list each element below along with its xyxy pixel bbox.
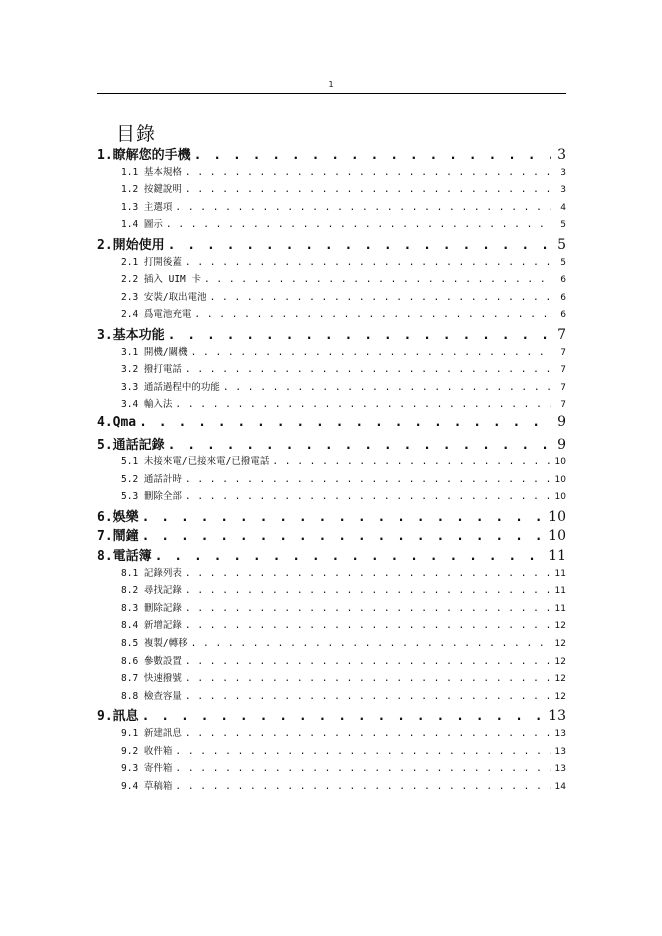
toc-entry-page: 11 (548, 548, 566, 565)
toc-section-entry[interactable] (97, 743, 566, 761)
toc-entry-label: 3.基本功能 (97, 327, 165, 343)
toc-entry-label: 9.4 草稿箱 (121, 780, 173, 792)
dot-leader (175, 202, 551, 213)
toc-title: 目錄 (116, 123, 157, 145)
toc-section-entry[interactable] (97, 396, 566, 414)
toc-section-entry[interactable] (97, 453, 566, 471)
toc-chapter-entry[interactable] (97, 434, 566, 454)
toc-entry-page: 3 (557, 147, 566, 163)
toc-entry-label: 9.訊息 (97, 709, 139, 725)
toc-entry-page: 12 (554, 621, 566, 632)
toc-section-entry[interactable] (97, 216, 566, 234)
toc-section-entry[interactable] (97, 488, 566, 506)
toc-entry-page: 10 (554, 492, 566, 503)
dot-leader (142, 510, 546, 525)
toc-section-entry[interactable] (97, 344, 566, 362)
toc-entry-page: 7 (560, 347, 566, 358)
dot-leader (185, 673, 551, 684)
toc-entry-label: 6.娛樂 (97, 509, 139, 525)
toc-section-entry[interactable] (97, 254, 566, 272)
toc-entry-label: 2.開始使用 (97, 237, 165, 253)
toc-entry-label: 4.Qma (97, 414, 137, 430)
toc-entry-page: 5 (557, 236, 566, 253)
toc-section-entry[interactable] (97, 181, 566, 199)
toc-section-entry[interactable] (97, 688, 566, 706)
toc-entry-page: 6 (560, 310, 566, 321)
dot-leader (139, 415, 551, 430)
toc-entry-label: 3.1 開機/關機 (121, 346, 188, 358)
toc-entry-page: 11 (554, 568, 566, 579)
toc-chapter-entry[interactable] (97, 525, 566, 545)
toc-section-entry[interactable] (97, 725, 566, 743)
toc-entry-label: 5.2 通話計時 (121, 473, 182, 485)
dot-leader (175, 763, 551, 774)
toc-section-entry[interactable] (97, 600, 566, 618)
toc-entry-page: 6 (560, 292, 566, 303)
dot-leader (185, 474, 551, 485)
toc-section-entry[interactable] (97, 582, 566, 600)
toc-entry-label: 8.1 記錄列表 (121, 567, 182, 579)
toc-entry-label: 1.1 基本規格 (121, 166, 182, 178)
toc-entry-label: 8.5 複製/轉移 (121, 638, 188, 650)
toc-entry-label: 9.2 收件箱 (121, 745, 173, 757)
toc-section-entry[interactable] (97, 271, 566, 289)
toc-section-entry[interactable] (97, 289, 566, 307)
toc-entry-label: 2.4 爲電池充電 (121, 309, 192, 321)
toc-section-entry[interactable] (97, 379, 566, 397)
toc-section-entry[interactable] (97, 670, 566, 688)
dot-leader (185, 184, 551, 195)
dot-leader (185, 257, 551, 268)
toc-entry-page: 7 (557, 326, 566, 343)
dot-leader (175, 746, 551, 757)
page-number: 1 (328, 80, 334, 89)
toc-entry-label: 8.2 尋找記錄 (121, 585, 182, 597)
toc-entry-page: 11 (554, 603, 566, 614)
toc-entry-page: 12 (554, 639, 566, 650)
toc-entry-page: 10 (554, 474, 566, 485)
toc-entry-page: 5 (560, 220, 566, 231)
toc-chapter-entry[interactable] (97, 324, 566, 344)
toc-entry-page: 13 (554, 764, 566, 775)
dot-leader (168, 328, 551, 343)
toc-entry-label: 1.3 主選項 (121, 201, 173, 213)
toc-entry-page: 9 (557, 413, 566, 430)
toc-entry-label: 7.鬧鐘 (97, 529, 139, 545)
toc-entry-label: 3.3 通話過程中的功能 (121, 381, 220, 393)
dot-leader (210, 292, 551, 303)
toc-entry-label: 5.1 未接來電/已接來電/已撥電話 (121, 456, 270, 468)
toc-entry-label: 2.1 打開後蓋 (121, 256, 182, 268)
toc-chapter-entry[interactable] (97, 144, 566, 164)
toc-entry-label: 3.2 撥打電話 (121, 364, 182, 376)
toc-entry-label: 3.4 輸入法 (121, 399, 173, 411)
toc-entry-page: 3 (560, 185, 566, 196)
toc-section-entry[interactable] (97, 653, 566, 671)
toc-entry-label: 9.1 新建訊息 (121, 728, 182, 739)
toc-section-entry[interactable] (97, 565, 566, 583)
toc-entry-label: 1.4 圖示 (121, 219, 163, 231)
dot-leader (185, 364, 551, 375)
toc-entry-page: 9 (557, 436, 566, 453)
toc-entry-page: 6 (560, 275, 566, 286)
toc-entry-page: 14 (554, 781, 566, 792)
toc-entry-label: 2.2 插入 UIM 卡 (121, 274, 201, 286)
dot-leader (185, 620, 551, 631)
toc-entry-label: 2.3 安裝/取出電池 (121, 291, 207, 303)
toc-entry-label: 5.3 刪除全部 (121, 491, 182, 503)
toc-entry-page: 13 (554, 746, 566, 757)
dot-leader (191, 638, 551, 649)
toc-entry-label: 9.3 寄件箱 (121, 763, 173, 775)
toc-entry-page: 7 (560, 365, 566, 376)
toc-entry-label: 8.4 新增記錄 (121, 620, 182, 632)
toc-section-entry[interactable] (97, 635, 566, 653)
toc-entry-page: 10 (548, 528, 566, 545)
toc-entry-page: 7 (560, 400, 566, 411)
toc-chapter-entry[interactable] (97, 414, 566, 434)
dot-leader (185, 728, 551, 739)
toc-entry-page: 4 (560, 202, 566, 213)
toc-section-entry[interactable] (97, 778, 566, 796)
dot-leader (204, 274, 551, 285)
toc-section-entry[interactable] (97, 471, 566, 489)
toc-entry-page: 5 (560, 257, 566, 268)
dot-leader (175, 781, 551, 792)
dot-leader (185, 603, 551, 614)
dot-leader (223, 382, 551, 393)
dot-leader (185, 585, 551, 596)
toc-section-entry[interactable] (97, 617, 566, 635)
dot-leader (168, 438, 551, 453)
dot-leader (194, 309, 551, 320)
toc-entry-label: 1.2 按鍵說明 (121, 184, 182, 196)
dot-leader (175, 399, 551, 410)
toc-entry-page: 12 (554, 656, 566, 667)
toc-entry-label: 5.通話記錄 (97, 437, 165, 453)
toc-entry-page: 13 (554, 729, 566, 739)
toc-entry-page: 12 (554, 691, 566, 702)
table-of-contents (97, 144, 566, 795)
header-rule (97, 93, 566, 94)
toc-chapter-entry[interactable] (97, 234, 566, 254)
toc-entry-label: 8.電話簿 (97, 549, 152, 565)
dot-leader (142, 709, 546, 724)
toc-section-entry[interactable] (97, 306, 566, 324)
toc-section-entry[interactable] (97, 361, 566, 379)
toc-entry-page: 11 (554, 586, 566, 597)
toc-chapter-entry[interactable] (97, 705, 566, 725)
toc-entry-page: 7 (560, 382, 566, 393)
dot-leader (194, 148, 551, 163)
toc-entry-label: 8.8 檢查容量 (121, 690, 182, 702)
toc-section-entry[interactable] (97, 199, 566, 217)
toc-entry-page: 10 (554, 457, 566, 468)
toc-chapter-entry[interactable] (97, 545, 566, 565)
dot-leader (185, 491, 551, 502)
dot-leader (142, 529, 546, 544)
toc-chapter-entry[interactable] (97, 506, 566, 526)
dot-leader (191, 347, 551, 358)
dot-leader (185, 167, 551, 178)
dot-leader (185, 691, 551, 702)
dot-leader (168, 238, 551, 253)
dot-leader (185, 656, 551, 667)
dot-leader (166, 219, 551, 230)
toc-entry-label: 1.瞭解您的手機 (97, 148, 191, 163)
toc-entry-label: 8.3 刪除記錄 (121, 602, 182, 614)
dot-leader (272, 456, 551, 467)
dot-leader (185, 568, 551, 579)
toc-entry-page: 13 (548, 708, 566, 725)
toc-entry-page: 3 (560, 167, 566, 178)
toc-entry-page: 10 (548, 508, 566, 525)
toc-section-entry[interactable] (97, 760, 566, 778)
dot-leader (155, 549, 546, 564)
toc-entry-label: 8.6 參數設置 (121, 655, 182, 667)
toc-section-entry[interactable] (97, 164, 566, 182)
toc-entry-page: 12 (554, 674, 566, 685)
toc-entry-label: 8.7 快速撥號 (121, 673, 182, 685)
